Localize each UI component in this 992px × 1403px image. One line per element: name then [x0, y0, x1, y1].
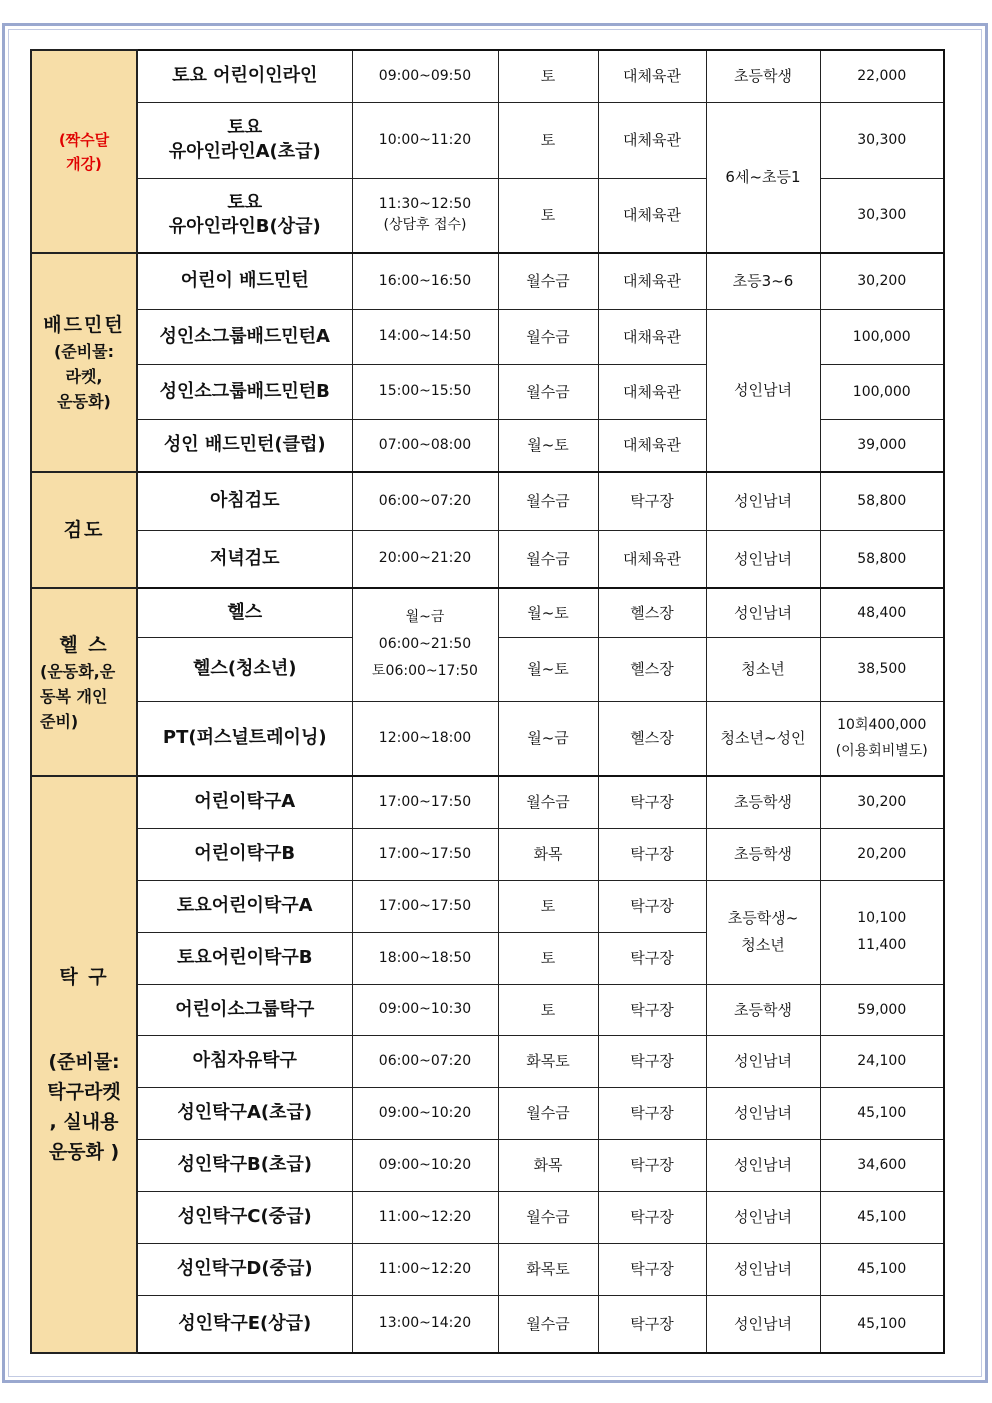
- program-target: 성인남녀: [706, 1087, 820, 1139]
- program-target: 성인남녀: [706, 1035, 820, 1087]
- program-target: 성인남녀: [706, 1295, 820, 1353]
- table-row: [31, 102, 944, 178]
- program-place: 탁구장: [598, 932, 706, 984]
- program-place: 탁구장: [598, 1087, 706, 1139]
- program-target: 초등학생: [706, 984, 820, 1035]
- program-fee: 38,500: [820, 637, 944, 701]
- program-fee: 59,000: [820, 984, 944, 1035]
- program-time: 09:00~10:20: [352, 1087, 498, 1139]
- program-target: 성인남녀: [706, 309, 820, 472]
- program-fee: 45,100: [820, 1087, 944, 1139]
- program-place: 대체육관: [598, 419, 706, 472]
- program-place: 대체육관: [598, 253, 706, 309]
- program-name: 성인소그룹배드민턴B: [137, 364, 352, 419]
- program-target: 초등학생~ 청소년: [706, 880, 820, 984]
- program-fee: 58,800: [820, 472, 944, 530]
- program-day: 월~토: [498, 419, 598, 472]
- program-place: 대채육관: [598, 309, 706, 364]
- program-name: 헬스: [137, 588, 352, 637]
- category-title: 검도: [63, 519, 105, 541]
- program-day: 화목: [498, 828, 598, 880]
- program-day: 월~토: [498, 637, 598, 701]
- table-row: [31, 309, 944, 364]
- program-time: 16:00~16:50: [352, 253, 498, 309]
- program-day: 월수금: [498, 776, 598, 828]
- program-time: 11:00~12:20: [352, 1191, 498, 1243]
- program-name: 어린이탁구A: [137, 776, 352, 828]
- program-day: 화목토: [498, 1035, 598, 1087]
- category-title: 탁 구: [59, 965, 109, 988]
- program-time: 09:00~10:30: [352, 984, 498, 1035]
- table-row: [31, 1243, 944, 1295]
- program-time: 17:00~17:50: [352, 776, 498, 828]
- program-place: 탁구장: [598, 1139, 706, 1191]
- program-day: 화목토: [498, 1243, 598, 1295]
- program-day: 토: [498, 880, 598, 932]
- table-row: [31, 472, 944, 530]
- program-place: 대체육관: [598, 178, 706, 253]
- program-place: 대체육관: [598, 530, 706, 588]
- program-schedule-table: [30, 49, 945, 1354]
- program-fee: 45,100: [820, 1243, 944, 1295]
- program-fee: 30,300: [820, 178, 944, 253]
- program-name: 토요 유아인라인B(상급): [137, 178, 352, 253]
- program-name: PT(퍼스널트레이닝): [137, 701, 352, 776]
- program-target: 성인남녀: [706, 588, 820, 637]
- program-time: 월~금 06:00~21:50 토06:00~17:50: [352, 588, 498, 701]
- table-row: [31, 828, 944, 880]
- program-name: 성인탁구E(상급): [137, 1295, 352, 1353]
- program-place: 헬스장: [598, 637, 706, 701]
- program-target: 성인남녀: [706, 1191, 820, 1243]
- program-name: 성인소그룹배드민턴A: [137, 309, 352, 364]
- category-note: (운동화,운 동복 개인 준비): [40, 661, 116, 731]
- program-place: 헬스장: [598, 701, 706, 776]
- program-fee: 48,400: [820, 588, 944, 637]
- program-place: 대체육관: [598, 102, 706, 178]
- program-name: 어린이탁구B: [137, 828, 352, 880]
- table-row: [31, 50, 944, 102]
- program-time: 12:00~18:00: [352, 701, 498, 776]
- program-day: 월~토: [498, 588, 598, 637]
- program-time: 13:00~14:20: [352, 1295, 498, 1353]
- table-row: [31, 984, 944, 1035]
- category-table-tennis: [31, 776, 137, 1353]
- program-name: 헬스(청소년): [137, 637, 352, 701]
- program-name: 토요 어린이인라인: [137, 50, 352, 102]
- program-fee: 24,100: [820, 1035, 944, 1087]
- program-place: 탁구장: [598, 984, 706, 1035]
- program-name: 성인탁구C(중급): [137, 1191, 352, 1243]
- program-day: 월수금: [498, 309, 598, 364]
- category-note: (짝수달 개강): [58, 130, 110, 173]
- program-time: 10:00~11:20: [352, 102, 498, 178]
- program-place: 대체육관: [598, 364, 706, 419]
- program-day: 월수금: [498, 530, 598, 588]
- program-fee: 20,200: [820, 828, 944, 880]
- program-fee: 58,800: [820, 530, 944, 588]
- program-target: 초등학생: [706, 776, 820, 828]
- program-name: 아침검도: [137, 472, 352, 530]
- program-fee: 34,600: [820, 1139, 944, 1191]
- program-time: 20:00~21:20: [352, 530, 498, 588]
- program-fee: 45,100: [820, 1191, 944, 1243]
- category-gym: [31, 588, 137, 776]
- program-day: 월수금: [498, 472, 598, 530]
- program-fee: 30,200: [820, 776, 944, 828]
- category-title: 배드민턴: [43, 314, 125, 336]
- table-row: [31, 1295, 944, 1353]
- program-place: 탁구장: [598, 828, 706, 880]
- program-name: 토요 유아인라인A(초급): [137, 102, 352, 178]
- program-fee: 10,100 11,400: [820, 880, 944, 984]
- program-day: 토: [498, 178, 598, 253]
- program-time: 14:00~14:50: [352, 309, 498, 364]
- program-fee: 30,300: [820, 102, 944, 178]
- category-title: 헬 스: [59, 633, 109, 656]
- program-name: 어린이소그룹탁구: [137, 984, 352, 1035]
- program-place: 탁구장: [598, 1295, 706, 1353]
- program-name: 토요어린이탁구A: [137, 880, 352, 932]
- program-name: 성인탁구B(초급): [137, 1139, 352, 1191]
- program-fee: 10회400,000 (이용회비별도): [820, 701, 944, 776]
- table-row: [31, 530, 944, 588]
- program-time: 09:00~10:20: [352, 1139, 498, 1191]
- table-row: [31, 880, 944, 932]
- program-time: 11:00~12:20: [352, 1243, 498, 1295]
- program-day: 토: [498, 102, 598, 178]
- program-time: 06:00~07:20: [352, 472, 498, 530]
- program-day: 토: [498, 932, 598, 984]
- program-place: 탁구장: [598, 472, 706, 530]
- program-day: 월수금: [498, 1191, 598, 1243]
- program-name: 성인탁구D(중급): [137, 1243, 352, 1295]
- program-target: 초등학생: [706, 828, 820, 880]
- program-time: 09:00~09:50: [352, 50, 498, 102]
- program-day: 토: [498, 50, 598, 102]
- program-time: 06:00~07:20: [352, 1035, 498, 1087]
- program-target: 성인남녀: [706, 1243, 820, 1295]
- table-row: [31, 1139, 944, 1191]
- table-row: [31, 1191, 944, 1243]
- program-place: 대체육관: [598, 50, 706, 102]
- program-time: 18:00~18:50: [352, 932, 498, 984]
- program-day: 화목: [498, 1139, 598, 1191]
- table-row: [31, 1087, 944, 1139]
- category-saturday-inline: [31, 50, 137, 253]
- category-note: (준비물: 라켓, 운동화): [53, 342, 115, 411]
- program-place: 탁구장: [598, 880, 706, 932]
- program-time: 17:00~17:50: [352, 828, 498, 880]
- program-day: 토: [498, 984, 598, 1035]
- program-target: 초등학생: [706, 50, 820, 102]
- table-row: [31, 776, 944, 828]
- program-fee: 100,000: [820, 364, 944, 419]
- program-day: 월수금: [498, 1087, 598, 1139]
- program-target: 6세~초등1: [706, 102, 820, 253]
- program-name: 어린이 배드민턴: [137, 253, 352, 309]
- program-fee: 22,000: [820, 50, 944, 102]
- program-fee: 30,200: [820, 253, 944, 309]
- table-row: [31, 253, 944, 309]
- program-target: 성인남녀: [706, 472, 820, 530]
- program-name: 저녁검도: [137, 530, 352, 588]
- table-row: [31, 1035, 944, 1087]
- program-place: 헬스장: [598, 588, 706, 637]
- table-row: [31, 588, 944, 637]
- program-place: 탁구장: [598, 776, 706, 828]
- program-fee: 100,000: [820, 309, 944, 364]
- program-target: 성인남녀: [706, 530, 820, 588]
- program-fee: 39,000: [820, 419, 944, 472]
- program-time: 15:00~15:50: [352, 364, 498, 419]
- program-name: 토요어린이탁구B: [137, 932, 352, 984]
- program-time: 07:00~08:00: [352, 419, 498, 472]
- program-name: 성인 배드민턴(클럽): [137, 419, 352, 472]
- program-target: 청소년: [706, 637, 820, 701]
- program-target: 초등3~6: [706, 253, 820, 309]
- program-day: 월수금: [498, 364, 598, 419]
- program-day: 월~금: [498, 701, 598, 776]
- category-note: (준비물: 탁구라켓 , 실내용 운동화 ): [47, 1050, 121, 1163]
- program-fee: 45,100: [820, 1295, 944, 1353]
- program-time: 17:00~17:50: [352, 880, 498, 932]
- program-target: 청소년~성인: [706, 701, 820, 776]
- program-target: 성인남녀: [706, 1139, 820, 1191]
- program-place: 탁구장: [598, 1035, 706, 1087]
- program-day: 월수금: [498, 1295, 598, 1353]
- program-name: 아침자유탁구: [137, 1035, 352, 1087]
- program-time: 11:30~12:50 (상담후 접수): [352, 178, 498, 253]
- category-kendo: [31, 472, 137, 588]
- program-day: 월수금: [498, 253, 598, 309]
- category-badminton: [31, 253, 137, 472]
- program-place: 탁구장: [598, 1243, 706, 1295]
- program-name: 성인탁구A(초급): [137, 1087, 352, 1139]
- program-place: 탁구장: [598, 1191, 706, 1243]
- table-row: [31, 701, 944, 776]
